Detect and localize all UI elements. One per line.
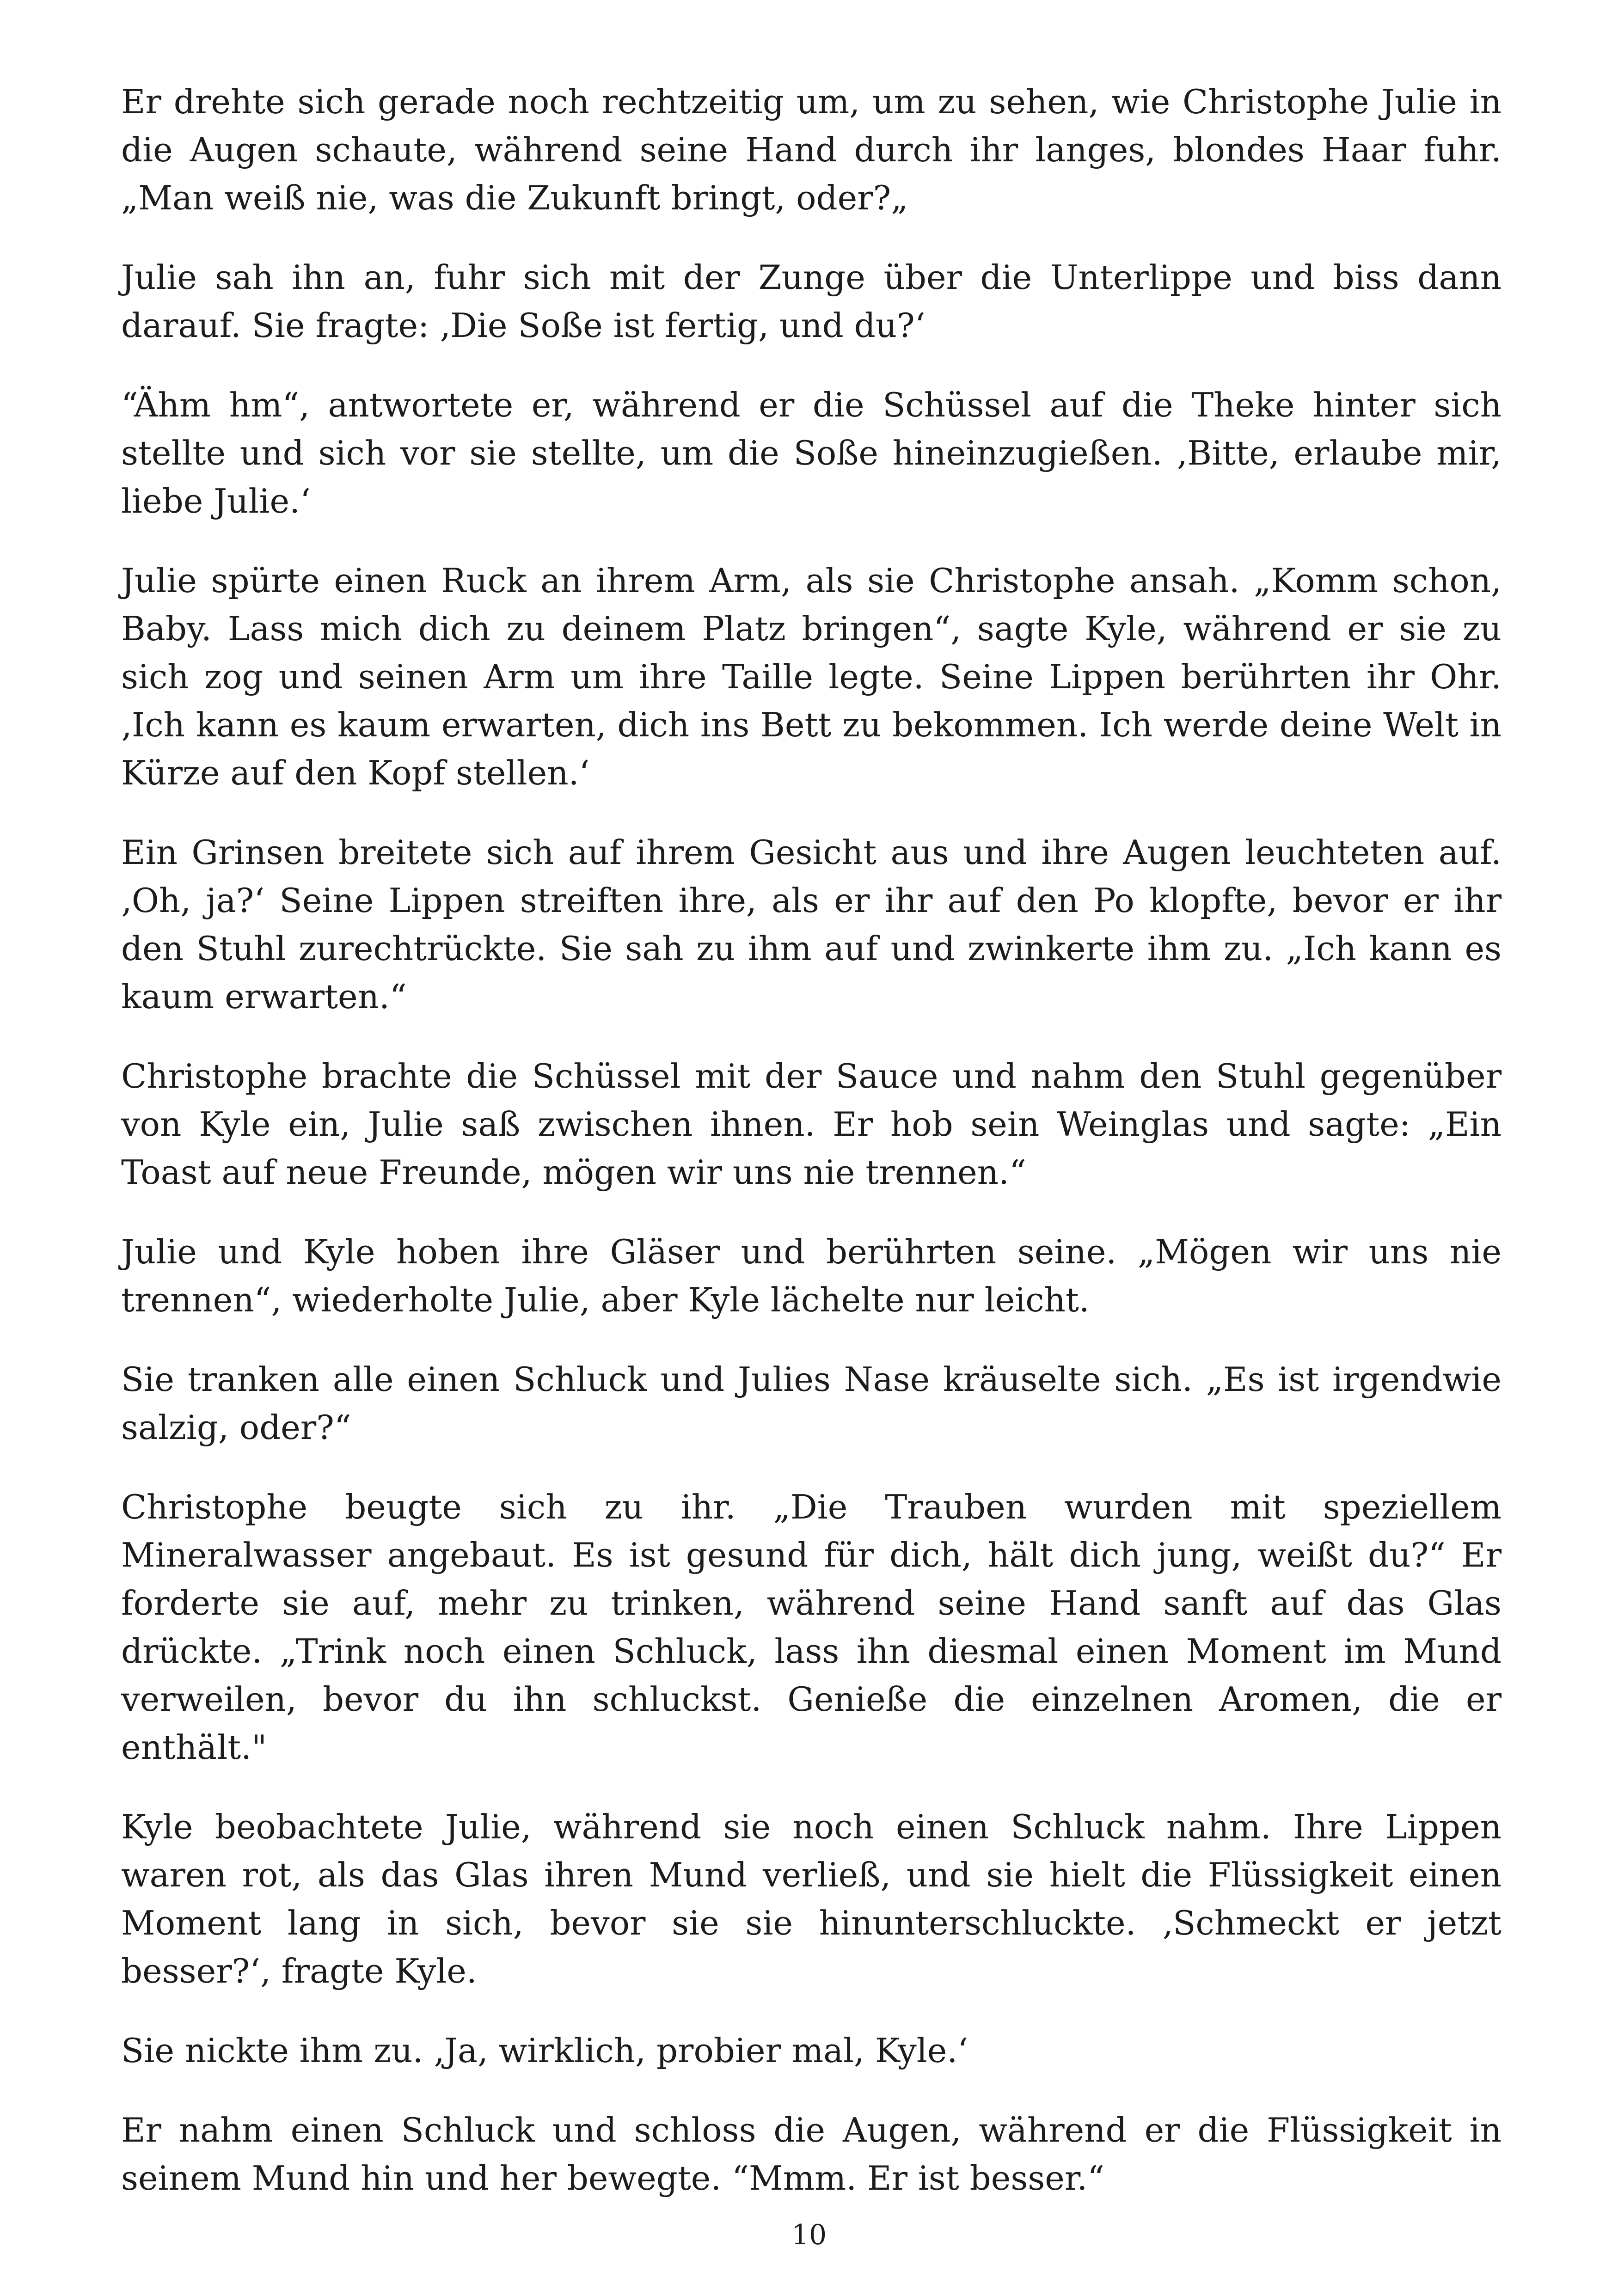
paragraph: Christophe beugte sich zu ihr. „Die Trauben wurden mit speziellem Mineralwasser angebaut. Es ist gesund für dich, hält dich jung, weißt du?“ Er forderte sie auf, mehr zu trinken, während seine Hand sanft auf das Glas drückte. „Trink noch einen Schluck, lass ihn diesmal einen Moment im Mund verweilen, bevor du ihn schluckst. Genieße die einzelnen Aromen, die er enthält."	[121, 1488, 1502, 1767]
paragraph: Er nahm einen Schluck und schloss die Augen, während er die Flüssigkeit in seinem Mund hin und her bewegte. “Mmm. Er ist besser.“	[121, 2111, 1502, 2198]
paragraph: Julie sah ihn an, fuhr sich mit der Zunge über die Unterlippe und biss dann darauf. Sie fragte: ‚Die Soße ist fertig, und du?‘	[121, 258, 1502, 345]
paragraph: Sie nickte ihm zu. ‚Ja, wirklich, probier mal, Kyle.‘	[121, 2031, 968, 2070]
page-number: 10	[791, 2219, 827, 2251]
paragraph: Julie spürte einen Ruck an ihrem Arm, als sie Christophe ansah. „Komm schon, Baby. Lass mich dich zu deinem Platz bringen“, sagte Kyle, während er sie zu sich zog und seinen Arm um ihre Taille legte. Seine Lippen berührten ihr Ohr. ‚Ich kann es kaum erwarten, dich ins Bett zu bekommen. Ich werde deine Welt in Kürze auf den Kopf stellen.‘	[121, 561, 1502, 792]
paragraph: Ein Grinsen breitete sich auf ihrem Gesicht aus und ihre Augen leuchteten auf. ‚Oh, ja?‘ Seine Lippen streiften ihre, als er ihr auf den Po klopfte, bevor er ihr den Stuhl zurechtrückte. Sie sah zu ihm auf und zwinkerte ihm zu. „Ich kann es kaum erwarten.“	[121, 833, 1502, 1016]
paragraph: Sie tranken alle einen Schluck und Julies Nase kräuselte sich. „Es ist irgendwie salzig, oder?“	[121, 1360, 1502, 1447]
paragraph: Er drehte sich gerade noch rechtzeitig um, um zu sehen, wie Christophe Julie in die Augen schaute, während seine Hand durch ihr langes, blondes Haar fuhr. „Man weiß nie, was die Zukunft bringt, oder?„	[121, 82, 1502, 217]
body-text	[121, 78, 1502, 2234]
paragraph: Julie und Kyle hoben ihre Gläser und berührten seine. „Mögen wir uns nie trennen“, wiederholte Julie, aber Kyle lächelte nur leicht.	[121, 1232, 1502, 1319]
paragraph: Christophe brachte die Schüssel mit der Sauce und nahm den Stuhl gegenüber von Kyle ein, Julie saß zwischen ihnen. Er hob sein Weinglas und sagte: „Ein Toast auf neue Freunde, mögen wir uns nie trennen.“	[121, 1057, 1502, 1192]
paragraph: Kyle beobachtete Julie, während sie noch einen Schluck nahm. Ihre Lippen waren rot, als das Glas ihren Mund verließ, und sie hielt die Flüssigkeit einen Moment lang in sich, bevor sie sie hinunterschluckte. ‚Schmeckt er jetzt besser?‘, fragte Kyle.	[121, 1807, 1502, 1990]
paragraph: “Ähm hm“, antwortete er, während er die Schüssel auf die Theke hinter sich stellte und sich vor sie stellte, um die Soße hineinzugießen. ‚Bitte, erlaube mir, liebe Julie.‘	[121, 386, 1502, 520]
